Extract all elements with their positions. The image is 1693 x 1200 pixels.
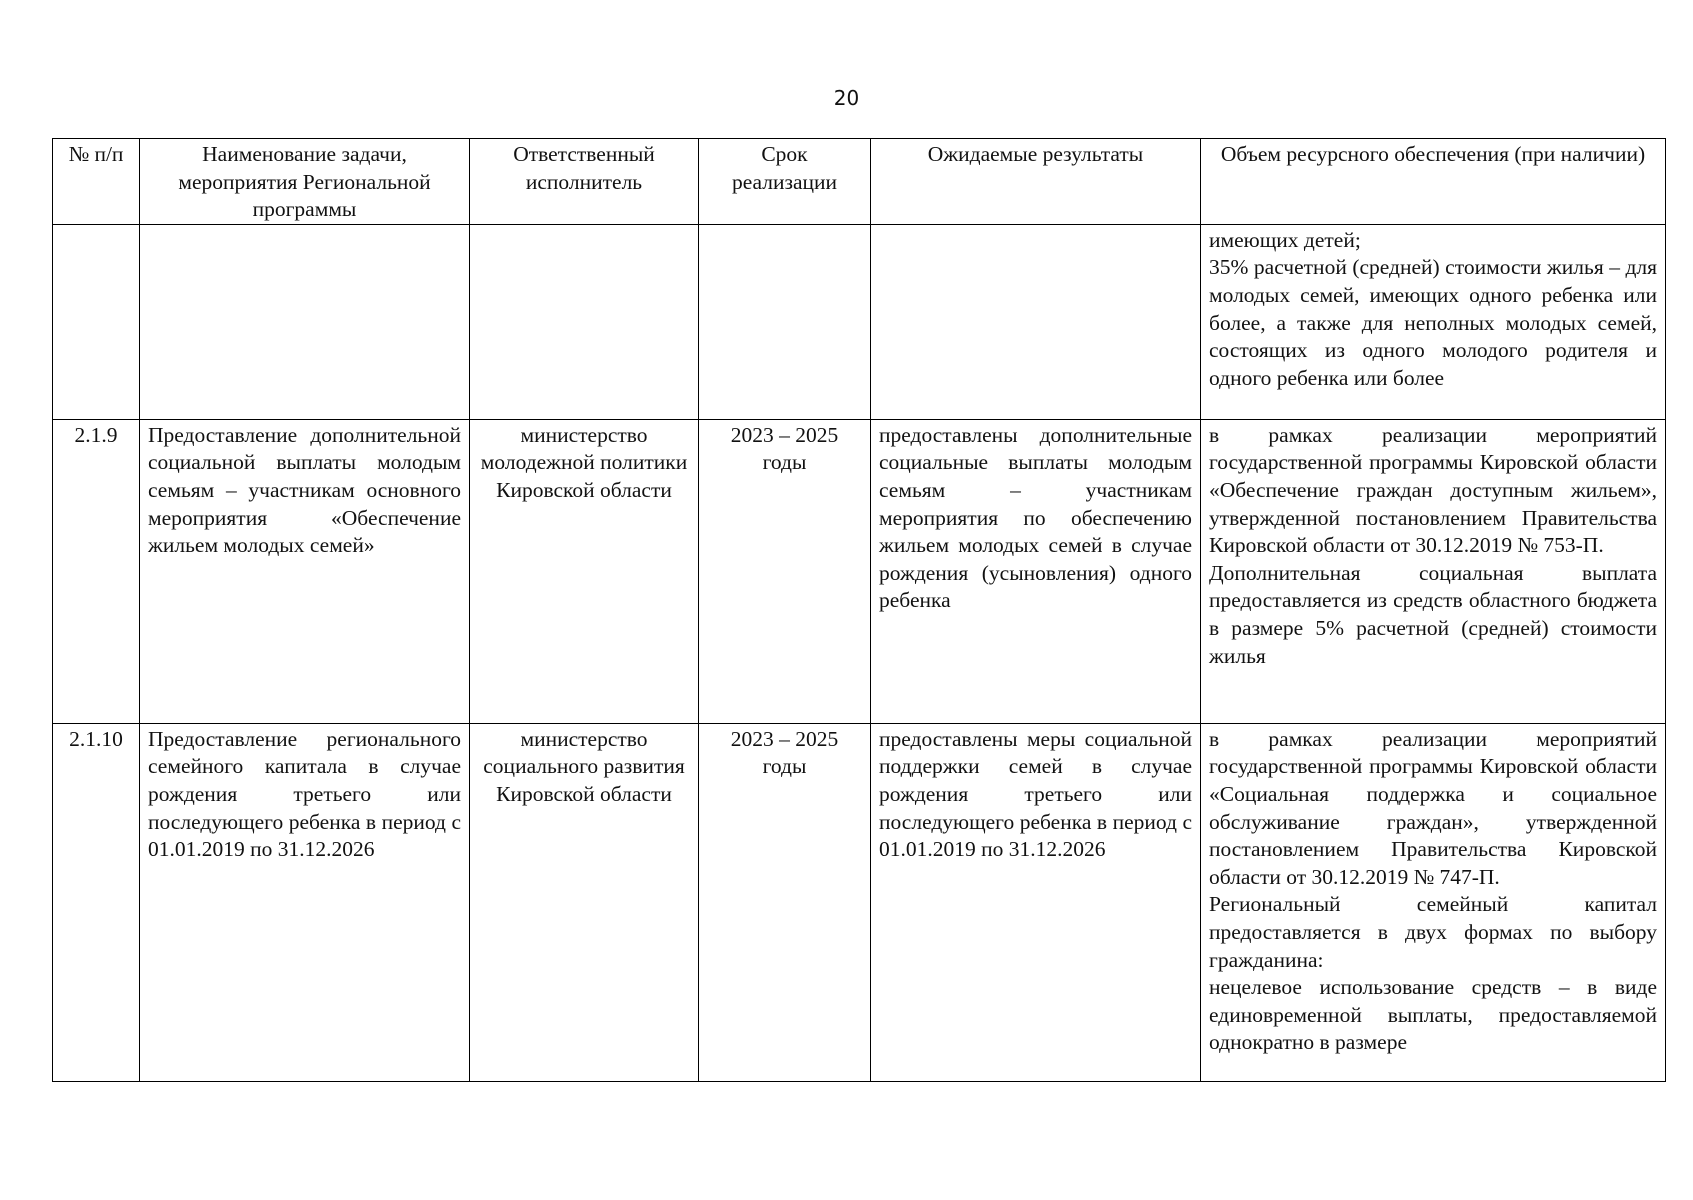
header-resources: Объем ресурсного обеспечения (при наличии) [1201, 139, 1666, 225]
header-results: Ожидаемые результаты [871, 139, 1201, 225]
cell-resources [1201, 723, 1666, 1081]
cell-results: предоставлены меры социальной поддержки семей в случае рождения третьего или последующего ребенка в период с 01.01.2019 по 31.12.2026 [871, 723, 1201, 1081]
table-row-continuation [53, 224, 1666, 419]
cell-empty [53, 224, 140, 419]
cell-resources [1201, 419, 1666, 723]
cell-resources-continuation [1201, 224, 1666, 419]
table-row [53, 723, 1666, 1081]
resources-paragraph: Региональный семейный капитал предоставляется в двух формах по выбору гражданина: [1209, 892, 1657, 972]
cell-results: предоставлены дополнительные социальные выплаты молодым семьям – участникам мероприятия по обеспечению жильем молодых семей в случае рождения (усыновления) одного ребенка [871, 419, 1201, 723]
header-number: № п/п [53, 139, 140, 225]
cell-empty [871, 224, 1201, 419]
cell-empty [470, 224, 699, 419]
header-term: Срок реализации [699, 139, 871, 225]
resources-paragraph: 35% расчетной (средней) стоимости жилья – для молодых семей, имеющих одного ребенка или более, а также для неполных молодых семей, состоящих из одного молодого родителя и одного ребенка или более [1209, 255, 1657, 390]
cell-number: 2.1.9 [53, 419, 140, 723]
cell-executor: министерство молодежной политики Кировской области [470, 419, 699, 723]
resources-paragraph: нецелевое использование средств – в виде единовременной выплаты, предоставляемой однократно в размере [1209, 975, 1657, 1055]
page-number: 20 [833, 86, 860, 110]
cell-number: 2.1.10 [53, 723, 140, 1081]
cell-executor: министерство социального развития Кировской области [470, 723, 699, 1081]
resources-paragraph: Дополнительная социальная выплата предоставляется из средств областного бюджета в размере 5% расчетной (средней) стоимости жилья [1209, 560, 1657, 668]
resources-paragraph: в рамках реализации мероприятий государственной программы Кировской области «Обеспечение граждан доступным жильем», утвержденной постановлением Правительства Кировской области от 30.12.2019 № 753-П. [1209, 422, 1657, 558]
cell-term: 2023 – 2025 годы [699, 419, 871, 723]
header-executor: Ответственный исполнитель [470, 139, 699, 225]
cell-task: Предоставление регионального семейного капитала в случае рождения третьего или последующего ребенка в период с 01.01.2019 по 31.12.2026 [140, 723, 470, 1081]
header-task: Наименование задачи, мероприятия Региональной программы [140, 139, 470, 225]
table-header-row [53, 139, 1666, 225]
cell-term: 2023 – 2025 годы [699, 723, 871, 1081]
resources-paragraph: в рамках реализации мероприятий государственной программы Кировской области «Социальная поддержка и социальное обслуживание граждан», утвержденной постановлением Правительства Кировской области от 30.12.2019 № 747-П. [1209, 726, 1657, 889]
table-row [53, 419, 1666, 723]
cell-empty [140, 224, 470, 419]
cell-task: Предоставление дополнительной социальной выплаты молодым семьям – участникам основного мероприятия «Обеспечение жильем молодых семей» [140, 419, 470, 723]
resources-paragraph: имеющих детей; [1209, 227, 1361, 252]
cell-empty [699, 224, 871, 419]
program-activities-table [52, 138, 1666, 1082]
